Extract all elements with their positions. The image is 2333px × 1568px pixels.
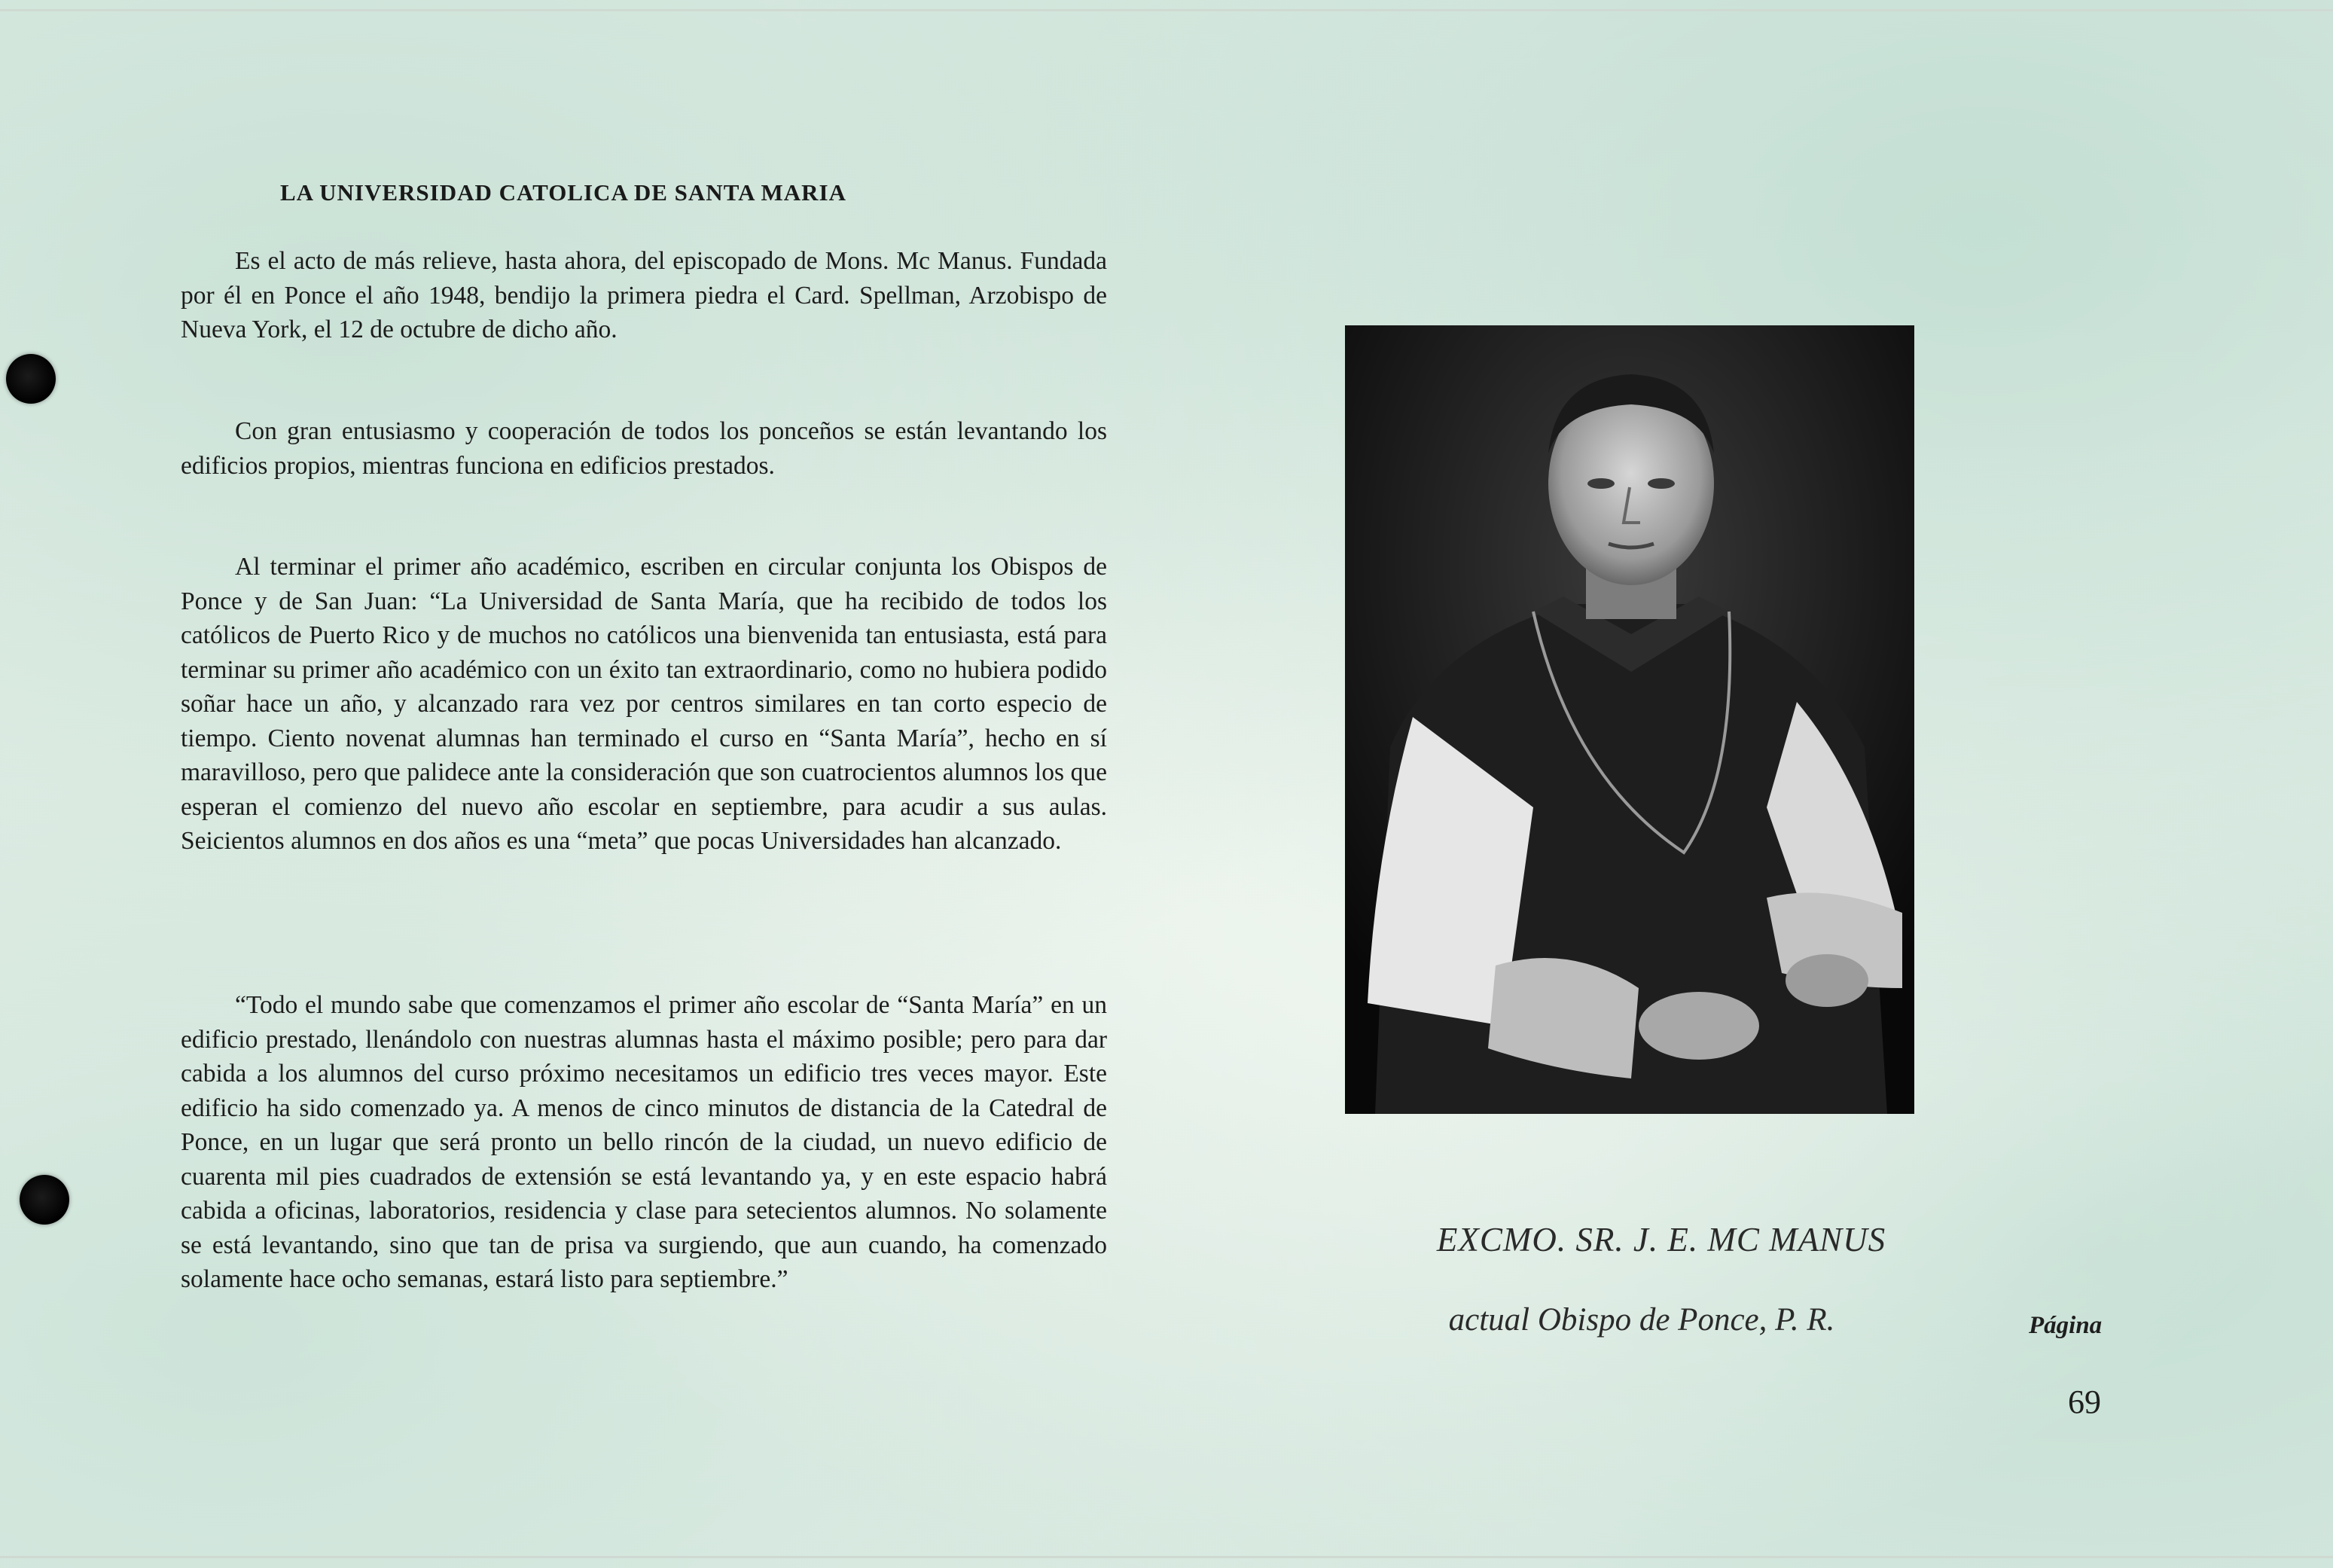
portrait-illustration [1345, 325, 1914, 1114]
page-number: 69 [2068, 1383, 2101, 1420]
photo-caption-name: EXCMO. SR. J. E. MC MANUS [1436, 1221, 1886, 1258]
top-page-edge [0, 9, 2333, 11]
paragraph-1: Es el acto de más relieve, hasta ahora, del episcopado de Mons. Mc Manus. Fundada por él en Ponce el año 1948, bendijo la primera piedra el Card. Spellman, Arzobispo de Nueva York, el 12 de octubre de dicho año. [181, 247, 1107, 343]
paragraph-4: “Todo el mundo sabe que comenzamos el primer año escolar de “Santa María” en un edificio prestado, llenándolo con nuestras alumnas hasta el máximo posible; pero para dar cabida a los alumnos del curso próximo necesitamos un edificio tres veces mayor. Este edificio ha sido comenzado ya. A menos de cinco minutos de distancia de la Catedral de Ponce, en un lugar que será pronto un bello rincón de la ciudad, un nuevo edificio de cuarenta mil pies cuadrados de extensión se está levantando ya, y en este espacio habrá cabida a oficinas, laboratorios, residencia y clase para setecientos alumnos. No solamente se está levantando, sino que tan de prisa va surgiendo, que aun cuando, ha comenzado solamente hace ocho semanas, estará listo para septiembre.” [181, 991, 1107, 1293]
binder-hole-top [6, 354, 56, 404]
paragraph-3: Al terminar el primer año académico, escriben en circular conjunta los Obispos de Ponce y de San Juan: “La Universidad de Santa María, que ha recibido de todos los católicos de Puerto Rico y de muchos no católicos una bienvenida tan entusiasta, está para terminar su primer año académico con un éxito tan extraordinario, como no hubiera podido soñar hace un año, y alcanzado rara vez por centros similares en tan corto especio de tiempo. Ciento novenat alumnas han terminado el curso en “Santa María”, hecho en sí maravilloso, pero que palidece ante la consideración que son cuatrocientos alumnos los que esperan el comienzo del nuevo año escolar en septiembre, para acudir a sus aulas. Seicientos alumnos en dos años es una “meta” que pocas Universidades han alcanzado. [181, 553, 1107, 855]
bottom-page-edge [0, 1556, 2333, 1558]
paragraph-2: Con gran entusiasmo y cooperación de todos los ponceños se están levantando los edificios propios, mientras funciona en edificios prestados. [181, 417, 1107, 480]
binder-hole-bottom [20, 1175, 69, 1225]
article-heading: LA UNIVERSIDAD CATOLICA DE SANTA MARIA [280, 179, 846, 206]
page-label: Página [2029, 1312, 2103, 1339]
bishop-portrait-photo [1345, 325, 1914, 1114]
photo-caption-title: actual Obispo de Ponce, P. R. [1448, 1302, 1835, 1338]
